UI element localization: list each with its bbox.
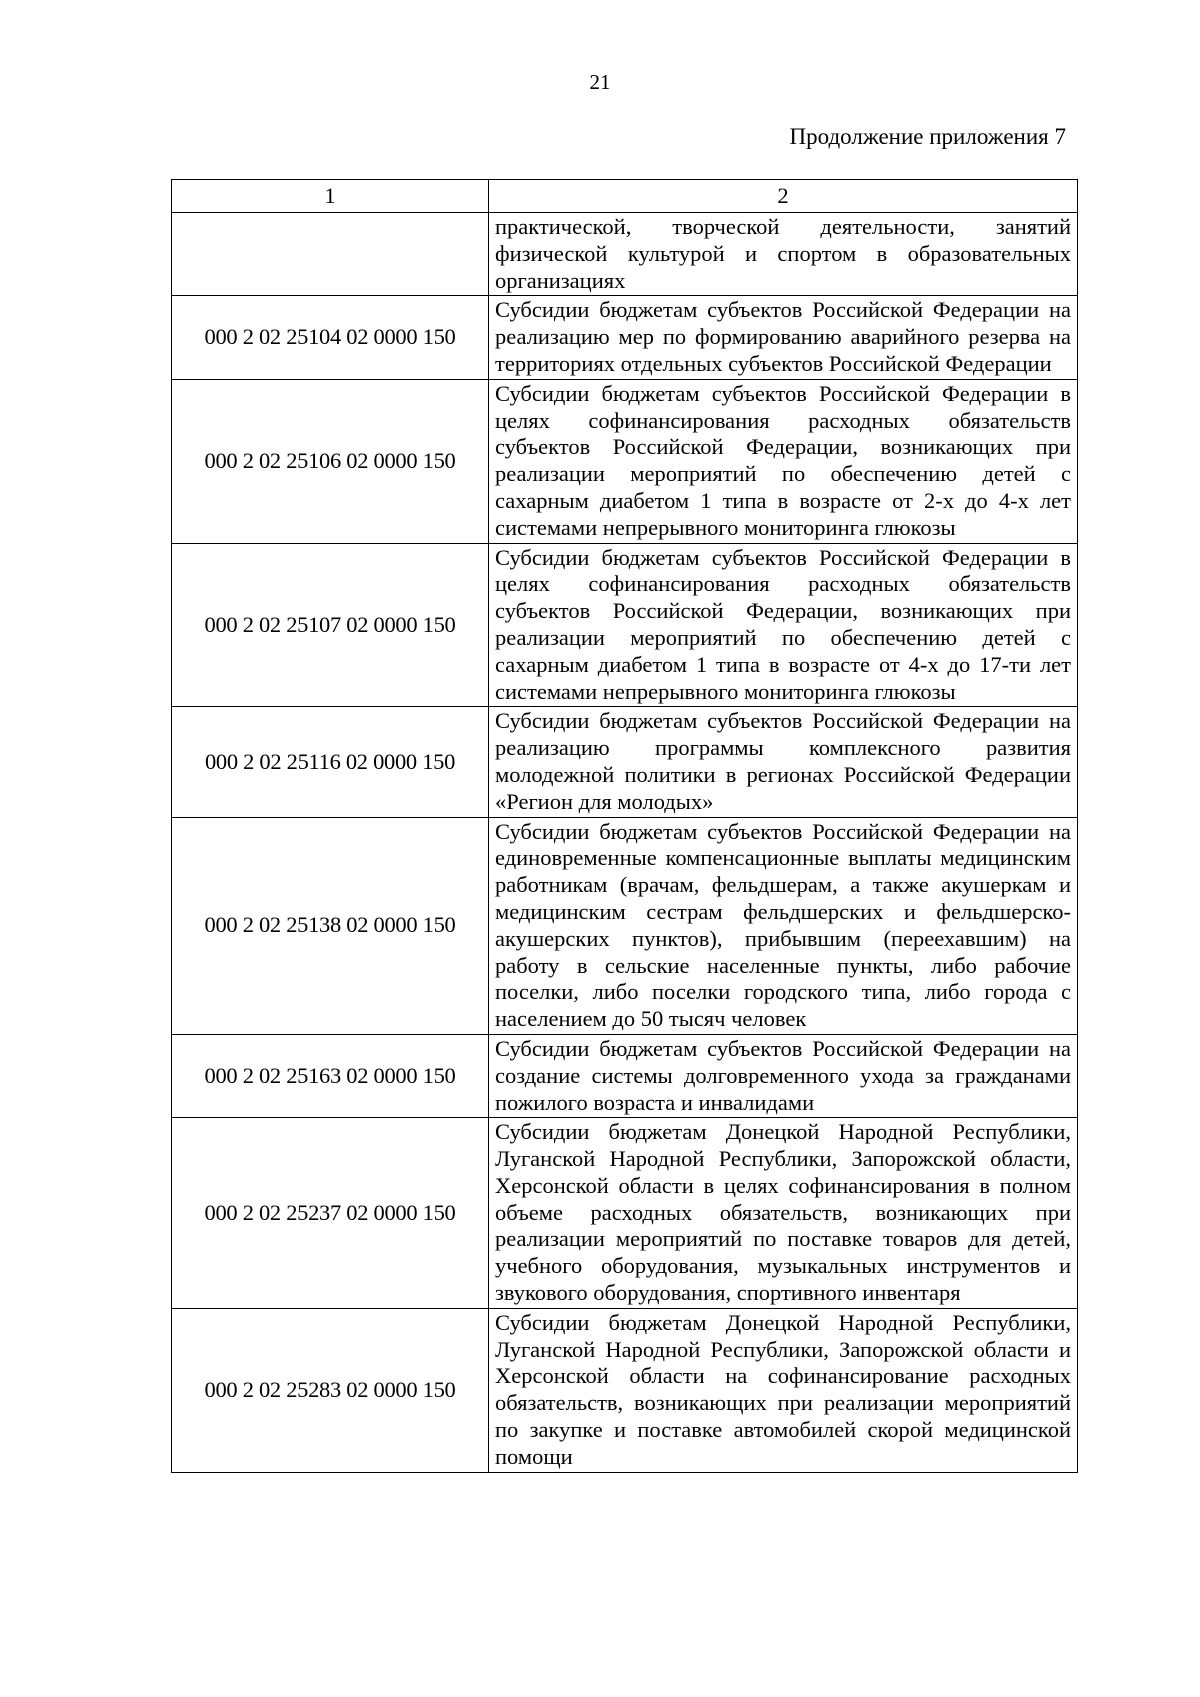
row-code: 000 2 02 25283 02 0000 150 [172,1308,489,1472]
row-code: 000 2 02 25237 02 0000 150 [172,1118,489,1309]
row-description: Субсидии бюджетам Донецкой Народной Республики, Луганской Народной Республики, Запорожской области и Херсонской области на софинансирование расходных обязательств, возникающих при реализации мероприятий по закупке и поставке автомобилей скорой медицинской помощи [489,1308,1078,1472]
row-description: Субсидии бюджетам субъектов Российской Федерации на единовременные компенсационные выплаты медицинским работникам (врачам, фельдшерам, а также акушеркам и медицинским сестрам фельдшерских и фельдшерско-акушерских пунктов), прибывшим (переехавшим) на работу в сельские населенные пункты, либо рабочие поселки, либо поселки городского типа, либо города с населением до 50 тысяч человек [489,817,1078,1034]
continuation-caption: Продолжение приложения 7 [789,124,1066,149]
table-row [172,817,1078,1034]
row-code: 000 2 02 25107 02 0000 150 [172,543,489,707]
row-description: Субсидии бюджетам Донецкой Народной Республики, Луганской Народной Республики, Запорожской области, Херсонской области в целях софинансирования в полном объеме расходных обязательств, возникающих при реализации мероприятий по поставке товаров для детей, учебного оборудования, музыкальных инструментов и звукового оборудования, спортивного инвентаря [489,1118,1078,1309]
table-row [172,1118,1078,1309]
table-header-row [172,180,1078,213]
row-code [172,213,489,296]
row-description: Субсидии бюджетам субъектов Российской Федерации на реализацию мер по формированию аварийного резерва на территориях отдельных субъектов Российской Федерации [489,296,1078,379]
row-code: 000 2 02 25163 02 0000 150 [172,1034,489,1117]
table-row [172,296,1078,379]
row-code: 000 2 02 25106 02 0000 150 [172,379,489,543]
row-description: практической, творческой деятельности, занятий физической культурой и спортом в образовательных организациях [489,213,1078,296]
row-description: Субсидии бюджетам субъектов Российской Федерации в целях софинансирования расходных обязательств субъектов Российской Федерации, возникающих при реализации мероприятий по обеспечению детей с сахарным диабетом 1 типа в возрасте от 4-х до 17-ти лет системами непрерывного мониторинга глюкозы [489,543,1078,707]
row-code: 000 2 02 25116 02 0000 150 [172,707,489,817]
table-row [172,543,1078,707]
row-description: Субсидии бюджетам субъектов Российской Федерации на создание системы долговременного ухода за гражданами пожилого возраста и инвалидами [489,1034,1078,1117]
column-header-2: 2 [489,180,1078,213]
row-description: Субсидии бюджетам субъектов Российской Федерации в целях софинансирования расходных обязательств субъектов Российской Федерации, возникающих при реализации мероприятий по обеспечению детей с сахарным диабетом 1 типа в возрасте от 2-х до 4-х лет системами непрерывного мониторинга глюкозы [489,379,1078,543]
row-code: 000 2 02 25104 02 0000 150 [172,296,489,379]
table-row [172,379,1078,543]
table-row [172,1034,1078,1117]
table-row [172,1308,1078,1472]
page-number: 21 [589,70,611,94]
table-row [172,707,1078,817]
row-code: 000 2 02 25138 02 0000 150 [172,817,489,1034]
row-description: Субсидии бюджетам субъектов Российской Федерации на реализацию программы комплексного развития молодежной политики в регионах Российской Федерации «Регион для молодых» [489,707,1078,817]
table-row [172,213,1078,296]
column-header-1: 1 [172,180,489,213]
budget-codes-table [171,179,1078,1473]
